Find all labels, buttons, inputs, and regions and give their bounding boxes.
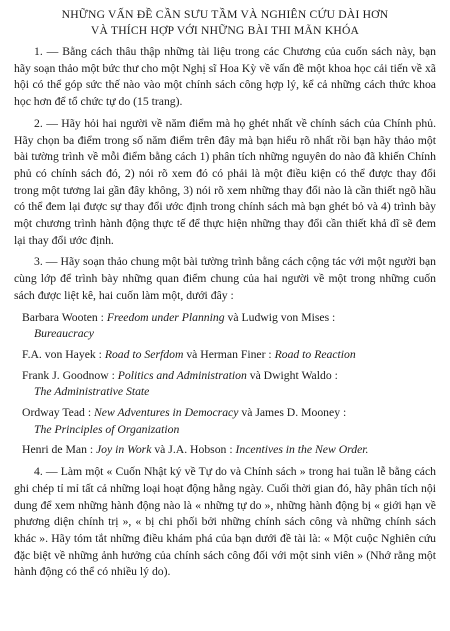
reference-author: Dwight Waldo : <box>263 368 338 382</box>
reference-author: F.A. von Hayek : <box>22 347 105 361</box>
title-line-2: VÀ THÍCH HỢP VỚI NHỮNG BÀI THI MÃN KHÓA <box>90 23 360 37</box>
reference-item <box>14 347 436 364</box>
reference-author: Herman Finer : <box>200 347 275 361</box>
reference-author: Ludwig von Mises : <box>241 310 336 324</box>
reference-item <box>14 442 436 459</box>
reference-list <box>14 310 436 460</box>
reference-title: New Adventures in Democracy <box>94 406 239 420</box>
reference-title: The Administrative State <box>34 385 150 399</box>
reference-author: Henri de Man : <box>22 443 96 457</box>
reference-item <box>14 405 436 438</box>
page-title <box>14 7 436 38</box>
title-line-1: NHỮNG VẤN ĐỀ CẦN SƯU TẦM VÀ NGHIÊN CỨU DÀI HƠN <box>61 8 389 21</box>
reference-title: Politics and Administration <box>117 368 247 382</box>
reference-item <box>14 368 436 401</box>
paragraph-2: 2. — Hãy hỏi hai người về năm điểm mà họ ghét nhất về chính sách của Chính phủ. Hãy chọn ba điểm trong số năm điểm trên đây mà bạn hiểu rõ nhất rồi bạn hãy thảo một bài tường trình về mỗi điểm bằng cách 1) phân tích những nguyên do nào đã khiến Chính phủ có chính sách đó, 2) nói rõ xem đó có phải là một điều kiện có thể được thay đổi trong một tương lai gần đây không, 3) nói rõ xem những thay đổi nào là cần thiết ngõ hầu có thể đem lại được sự thay đổi ước định trong chính sách mà bạn ghét bỏ và 4) trình bày một chương trình hành động thực tế để thực hiện những thay đổi cần thiết khả dĩ sẽ đem lại thay đổi ước định. <box>14 116 436 247</box>
reference-conjunction: và <box>151 443 169 457</box>
reference-author: Barbara Wooten : <box>22 310 107 324</box>
reference-title: Freedom under Planning <box>106 310 225 324</box>
paragraph-3: 3. — Hãy soạn thảo chung một bài tường trình bằng cách cộng tác với một người bạn cùng lớp để trình bày những quan điểm chung của hai người về một trong những cuốn sách được liệt kê, hai cuốn làm một, dưới đây : <box>14 255 436 302</box>
reference-title: Incentives in the New Order. <box>235 443 369 457</box>
paragraph-4: 4. — Làm một « Cuốn Nhật ký về Tự do và Chính sách » trong hai tuần lễ bằng cách ghi chép tỉ mỉ tất cả những loại hoạt động hằng ngày. Cuối thời gian đó, hãy phân tích nội dung để xem những hành động nào là « những tự do », những hành động bị « giới hạn về phương diện chính trị », « bị chi phối bởi những chính sách công và những chính sách khác ». Hãy tóm tắt những điều khám phá của bạn dưới đề tài là: « Một cuộc Nghiên cứu đặc biệt về những ảnh hưởng của chính sách công đối với một sinh viên » (Nhớ rằng một hành động có thể có nhiều lý do). <box>14 465 436 579</box>
reference-author: Frank J. Goodnow : <box>22 368 118 382</box>
reference-title: Bureaucracy <box>34 327 94 341</box>
reference-conjunction: và <box>238 406 256 420</box>
reference-conjunction: và <box>246 368 264 382</box>
reference-author: James D. Mooney : <box>255 406 347 420</box>
reference-title: Road to Reaction <box>274 347 356 361</box>
reference-conjunction: và <box>183 347 201 361</box>
reference-title: Joy in Work <box>96 443 152 457</box>
reference-title: The Principles of Organization <box>34 422 180 436</box>
reference-author: J.A. Hobson : <box>168 443 236 457</box>
reference-conjunction: và <box>224 310 242 324</box>
reference-title: Road to Serfdom <box>104 347 184 361</box>
reference-item <box>14 310 436 343</box>
paragraph-1: 1. — Bằng cách thâu thập những tài liệu trong các Chương của cuốn sách này, bạn hãy soạn thảo một bức thư cho một Nghị sĩ Hoa Kỳ về vấn đề một khoa học cải tiến về xã hội có thể góp sức thế nào vào một chính sách công hợp lý, kể cả những cách thức khoa học hơn để tổ chức tự do (15 trang). <box>14 45 436 109</box>
reference-author: Ordway Tead : <box>22 406 94 420</box>
